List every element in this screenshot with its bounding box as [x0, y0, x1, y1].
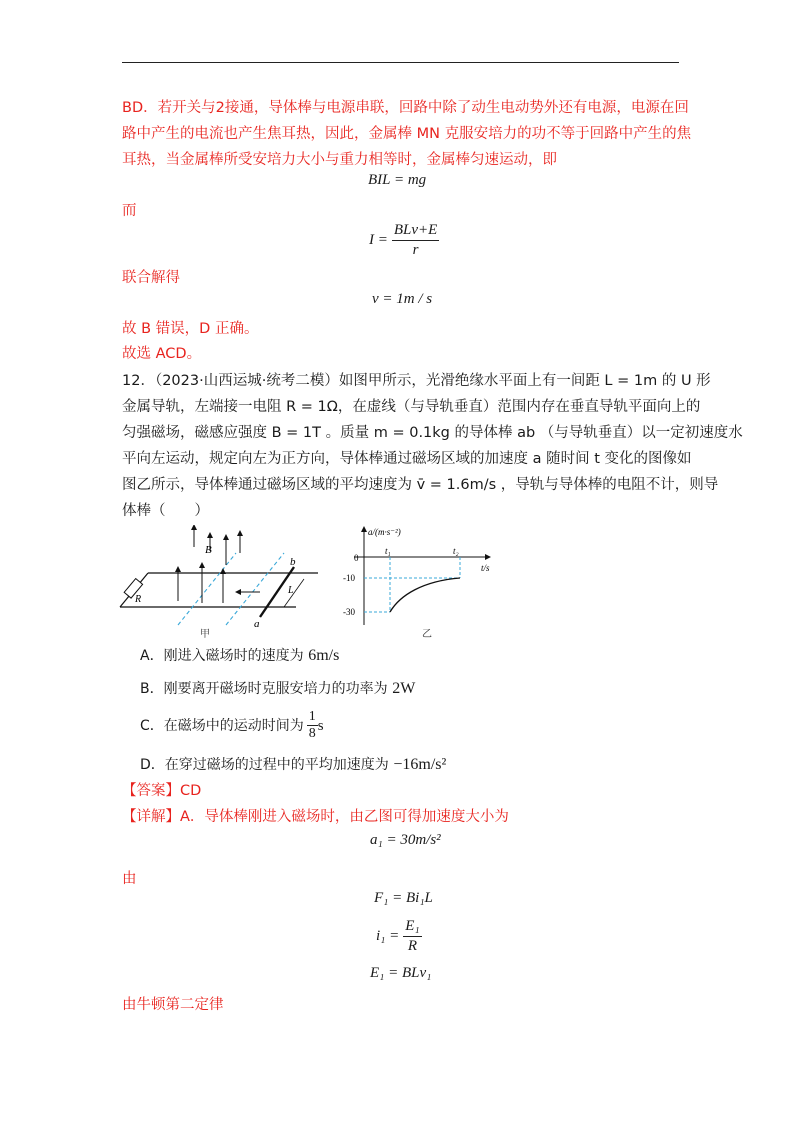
- label-b: b: [290, 556, 296, 568]
- graph-acceleration-curve: [390, 578, 460, 612]
- question-line-3: 匀强磁场，磁感应强度 B = 1T 。质量 m = 0.1kg 的导体棒 ab （与导轨垂直）以一定初速度水: [122, 425, 743, 441]
- option-a: [140, 643, 339, 669]
- option-b-label: B．刚要离开磁场时克服安培力的功率为: [140, 681, 388, 697]
- graph-t1-label: t₁: [385, 546, 391, 556]
- label-er: 而: [122, 203, 137, 219]
- label-R: R: [135, 594, 142, 605]
- option-d: [140, 752, 446, 778]
- conclusion-line-1: 故 B 错误，D 正确。: [122, 321, 259, 337]
- label-newton: 由牛顿第二定律: [122, 997, 224, 1013]
- option-c-denominator: 8: [308, 726, 316, 741]
- graph-x-label: t/s: [481, 563, 490, 573]
- equation-e1: E₁ = BLv₁: [370, 965, 432, 981]
- equation-bil-mg: BIL = mg: [368, 172, 427, 188]
- option-c-numerator: 1: [308, 709, 316, 724]
- equation-current-numerator: BLv+E: [392, 222, 439, 241]
- equation-current-fraction: [392, 222, 439, 259]
- figure-acceleration-graph: [338, 525, 508, 640]
- dimension-line-L: [284, 579, 304, 607]
- question-line-2: 金属导轨，左端接一电阻 R = 1Ω，在虚线（与导轨垂直）范围内存在垂直导轨平面向上的: [122, 399, 701, 415]
- equation-current: [369, 222, 439, 259]
- detail-line: [122, 804, 509, 830]
- question-line-5: 图乙所示，导体棒通过磁场区域的平均速度为 v̄ = 1.6m/s ，导轨与导体棒的电阻不计，则导: [122, 477, 719, 493]
- equation-i1-fraction: [403, 918, 421, 955]
- caption-jia: 甲: [200, 629, 210, 640]
- option-d-value: −16m/s²: [393, 756, 447, 773]
- answer-value: CD: [180, 783, 202, 799]
- graph-origin: 0: [354, 553, 359, 563]
- option-c-label: C．在磁场中的运动时间为: [140, 717, 304, 734]
- question-number: 12．: [122, 373, 155, 389]
- detail-text: A．导体棒刚进入磁场时，由乙图可得加速度大小为: [180, 809, 509, 825]
- field-boundary-right: [226, 553, 284, 625]
- question-line-6: 体棒（ ）: [122, 503, 209, 519]
- option-d-label: D．在穿过磁场的过程中的平均加速度为: [140, 757, 389, 773]
- label-B: B: [205, 544, 212, 556]
- graph-t2-label: t₂: [453, 546, 459, 556]
- equation-i1-numerator: E₁: [403, 918, 421, 937]
- solution-bd-line-3: 耳热，当金属棒所受安培力大小与重力相等时，金属棒匀速运动，即: [122, 152, 557, 168]
- question-text-1: （2023·山西运城·统考二模）如图甲所示，光滑绝缘水平面上有一间距 L = 1m 的 U 形: [154, 373, 711, 389]
- option-a-label: A．刚进入磁场时的速度为: [140, 648, 304, 664]
- solution-bd-line-1: BD．若开关与2接通，导体棒与电源串联，回路中除了动生电动势外还有电源，电源在回: [122, 100, 689, 116]
- option-c-unit: s: [317, 717, 324, 734]
- label-a: a: [254, 618, 260, 630]
- equation-current-lhs: I =: [369, 232, 388, 248]
- option-c: [140, 710, 324, 741]
- option-b: [140, 676, 415, 702]
- answer-line: [122, 778, 201, 804]
- graph-tick-minus10: -10: [343, 573, 355, 583]
- figure-rail-diagram: [118, 525, 333, 640]
- question-line-4: 平向左运动，规定向左为正方向，导体棒通过磁场区域的加速度 a 随时间 t 变化的图像如: [122, 451, 692, 467]
- option-b-value: 2W: [392, 680, 416, 697]
- solution-bd-line-2: 路中产生的电流也产生焦耳热，因此，金属棒 MN 克服安培力的功不等于回路中产生的焦: [122, 126, 692, 142]
- label-L: L: [288, 585, 294, 596]
- option-c-fraction: [307, 710, 318, 741]
- equation-velocity: v = 1m / s: [372, 291, 433, 307]
- option-a-value: 6m/s: [308, 647, 340, 664]
- question-line-1: [122, 368, 711, 394]
- label-by: 由: [122, 871, 137, 887]
- equation-current-denominator: r: [412, 242, 419, 258]
- label-combine: 联合解得: [122, 270, 180, 286]
- equation-i1-denominator: R: [407, 938, 418, 954]
- detail-tag: 【详解】: [122, 809, 180, 825]
- equation-f1: F₁ = Bi₁L: [374, 890, 433, 906]
- graph-tick-minus30: -30: [343, 607, 355, 617]
- answer-tag: 【答案】: [122, 783, 180, 799]
- equation-i1: [376, 918, 422, 955]
- caption-yi: 乙: [422, 629, 432, 640]
- equation-a1: a₁ = 30m/s²: [370, 832, 441, 848]
- equation-i1-lhs: i₁ =: [376, 928, 400, 944]
- field-boundary-left: [178, 553, 236, 625]
- graph-y-label: a/(m·s⁻²): [368, 527, 401, 537]
- conclusion-line-2: 故选 ACD。: [122, 346, 202, 362]
- header-rule: [122, 62, 679, 63]
